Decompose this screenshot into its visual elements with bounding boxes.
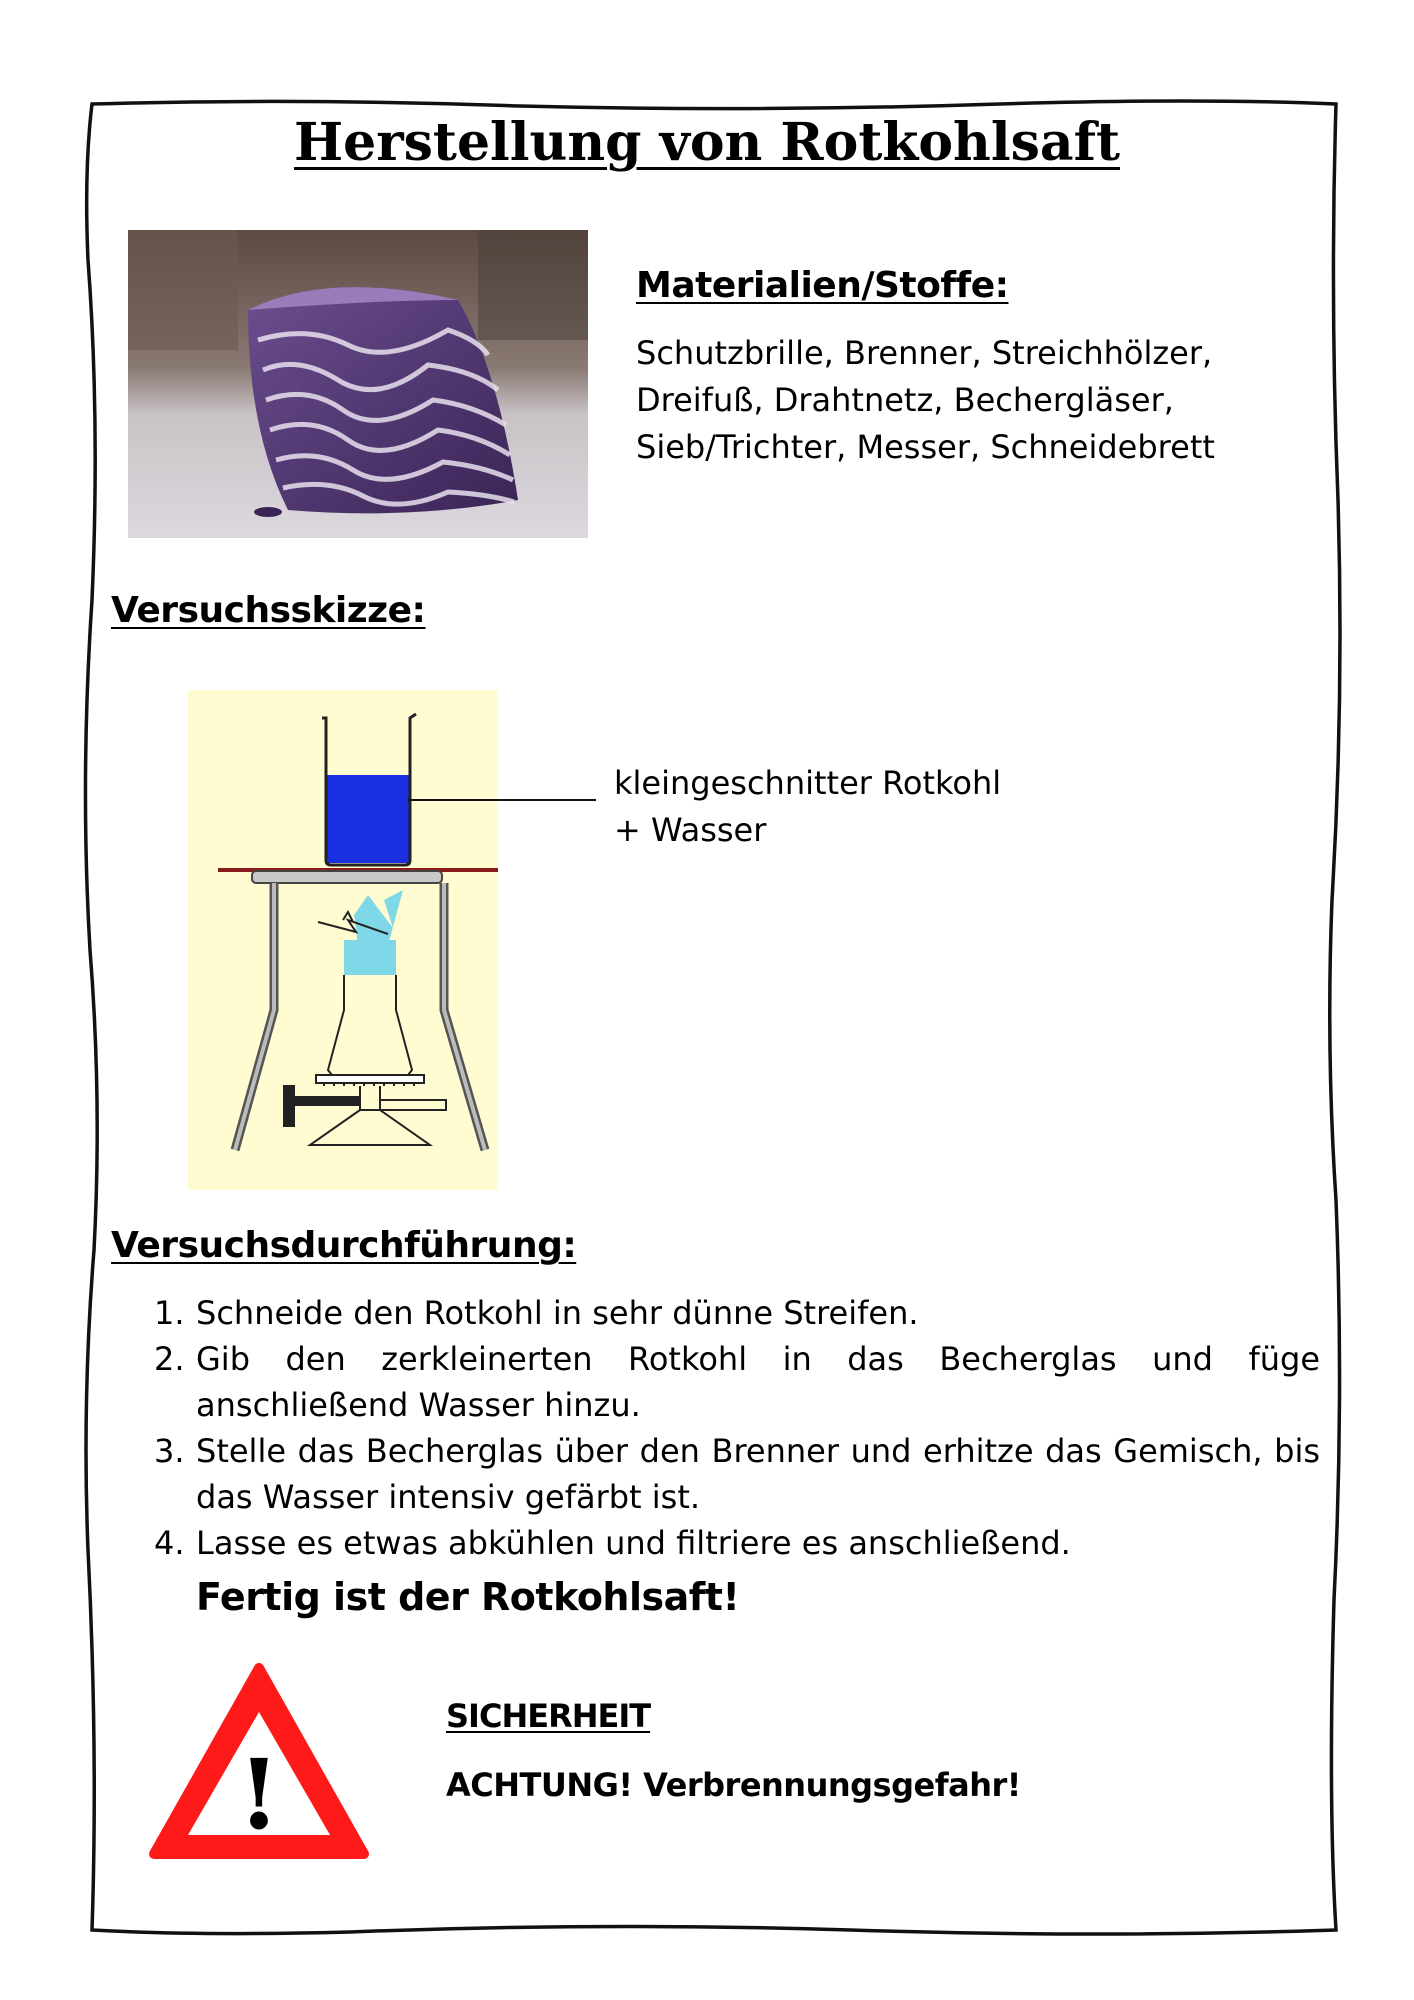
procedure-step [150, 1290, 1320, 1336]
label-pointer-line-extension [498, 798, 598, 802]
sketch-heading: Versuchsskizze: [111, 590, 426, 631]
page-title: Herstellung von Rotkohlsaft [294, 112, 1120, 173]
safety-heading: SICHERHEIT [446, 1697, 651, 1735]
warning-triangle-icon [146, 1660, 372, 1864]
sketch-background [188, 690, 498, 1190]
procedure-step [150, 1428, 1320, 1520]
procedure-heading: Versuchsdurchführung: [111, 1225, 577, 1266]
step-number: 1. [154, 1294, 185, 1332]
sketch-label-line: kleingeschnitter Rotkohl [614, 764, 1002, 802]
materials-line: Schutzbrille, Brenner, Streichhölzer, [636, 334, 1213, 372]
sketch-label [614, 760, 1001, 854]
step-text: Lasse es etwas abkühlen und filtriere es anschließend. [196, 1524, 1071, 1562]
exclamation-mark: ! [237, 1738, 281, 1851]
step-text: Stelle das Becherglas über den Brenner und erhitze das Gemisch, bis das Wasser intensiv gefärbt ist. [196, 1432, 1320, 1516]
step-text: Schneide den Rotkohl in sehr dünne Streifen. [196, 1294, 919, 1332]
step-text: Gib den zerkleinerten Rotkohl in das Becherglas und füge anschließend Wasser hinzu. [196, 1340, 1320, 1424]
step-number: 4. [154, 1524, 185, 1562]
materials-list [636, 330, 1215, 471]
materials-heading: Materialien/Stoffe: [636, 265, 1009, 306]
safety-warning: ACHTUNG! Verbrennungsgefahr! [446, 1766, 1021, 1804]
procedure-step [150, 1336, 1320, 1428]
materials-line: Dreifuß, Drahtnetz, Bechergläser, [636, 381, 1174, 419]
procedure-step [150, 1520, 1320, 1566]
procedure-steps [150, 1290, 1320, 1566]
red-cabbage-photo [128, 230, 588, 538]
step-number: 3. [154, 1432, 185, 1470]
sketch-label-line: + Wasser [614, 811, 767, 849]
step-number: 2. [154, 1340, 185, 1378]
final-statement: Fertig ist der Rotkohlsaft! [196, 1575, 740, 1619]
materials-line: Sieb/Trichter, Messer, Schneidebrett [636, 428, 1215, 466]
experiment-sketch [188, 690, 498, 1190]
